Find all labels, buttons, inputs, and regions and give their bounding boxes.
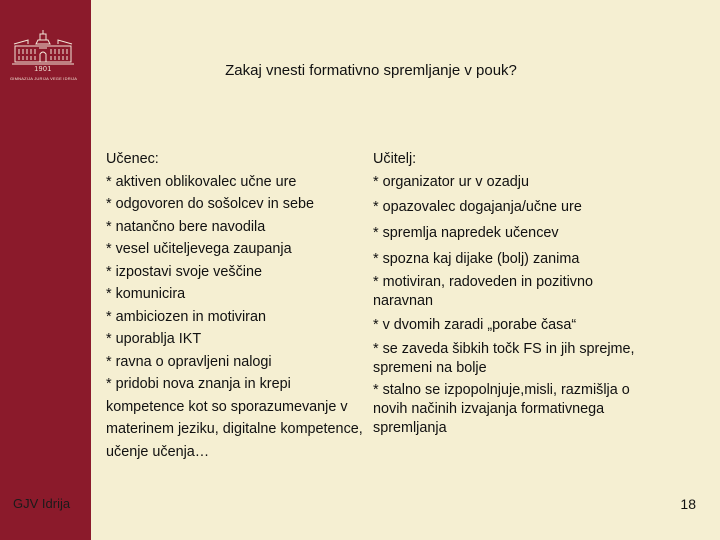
teacher-column <box>373 148 653 442</box>
teacher-heading: Učitelj: <box>373 151 417 167</box>
footer-school-label: GJV Idrija <box>13 496 71 511</box>
page-number: 18 <box>680 496 696 512</box>
teacher-item: * spremlja napredek učencev <box>373 224 559 241</box>
logo-year: 1901 <box>34 66 52 73</box>
school-logo <box>10 28 76 90</box>
sidebar <box>0 0 91 540</box>
student-item: * komunicira <box>106 286 186 302</box>
teacher-item: * spozna kaj dijake (bolj) zanima <box>373 250 580 267</box>
student-item: * natančno bere navodila <box>106 218 266 235</box>
student-item: * izpostavi svoje veščine <box>106 263 262 280</box>
student-item: * aktiven oblikovalec učne ure <box>106 173 297 190</box>
teacher-item: * se zaveda šibkih točk FS in jih sprejme, spremeni na bolje <box>373 341 635 377</box>
teacher-item: * stalno se izpopolnjuje,misli, razmišlja o novih načinih izvajanja formativnega spremljanja <box>373 382 630 437</box>
student-heading: Učenec: <box>106 151 159 167</box>
teacher-item: * v dvomih zaradi „porabe časa“ <box>373 317 577 334</box>
student-item: * ravna o opravljeni nalogi <box>106 353 272 370</box>
slide-title: Zakaj vnesti formativno spremljanje v pouk? <box>225 62 517 79</box>
teacher-item: * organizator ur v ozadju <box>373 173 529 190</box>
student-item: * odgovoren do sošolcev in sebe <box>106 196 315 212</box>
school-building-icon <box>10 28 76 66</box>
student-item: * vesel učiteljevega zaupanja <box>106 241 292 257</box>
teacher-item: * opazovalec dogajanja/učne ure <box>373 199 582 216</box>
student-item: * uporablja IKT <box>106 331 202 347</box>
student-column <box>106 148 368 463</box>
teacher-item: * motiviran, radoveden in pozitivno naravnan <box>373 274 593 310</box>
logo-name: GIMNAZIJA JURIJA VEGE IDRIJA <box>10 76 78 81</box>
student-item: * ambiciozen in motiviran <box>106 308 266 325</box>
student-item: * pridobi nova znanja in krepi kompetence kot so sporazumevanje v materinem jeziku, digitalne kompetence, učenje učenja… <box>106 376 363 460</box>
